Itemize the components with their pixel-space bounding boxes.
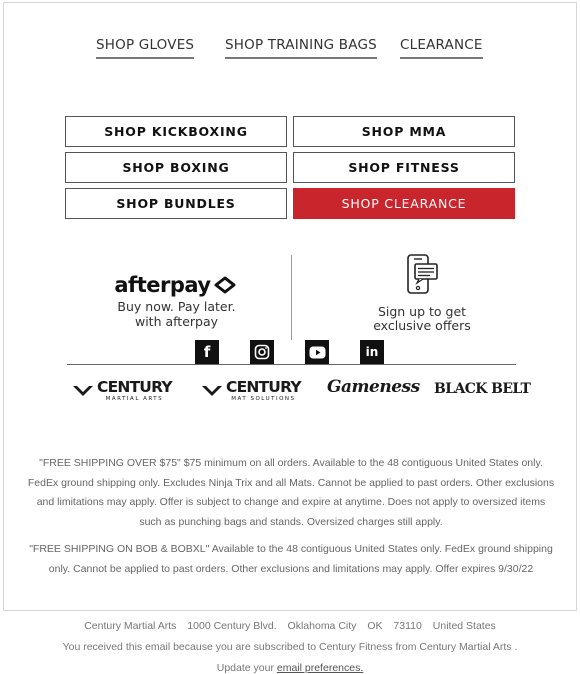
shop-fitness-button[interactable]: SHOP FITNESS (293, 152, 515, 183)
gameness-logo[interactable]: Gameness (327, 377, 420, 397)
century-martial-arts-logo[interactable]: CENTURY MARTIAL ARTS (72, 380, 172, 402)
afterpay-logo-text: afterpay (114, 273, 211, 297)
signup-line-2: exclusive offers (373, 318, 471, 333)
signup-line-1: Sign up to get (377, 304, 467, 319)
category-button-grid (65, 116, 517, 219)
clearance-link[interactable]: CLEARANCE (400, 37, 483, 59)
footer-address (0, 620, 580, 632)
afterpay-arrows-icon (213, 275, 239, 295)
black-belt-logo[interactable]: BLACK BELT (434, 381, 531, 397)
shop-boxing-button[interactable]: SHOP BOXING (65, 152, 287, 183)
footer-update-preferences (0, 662, 580, 674)
footer-country: United States (432, 620, 496, 632)
facebook-icon[interactable]: f (195, 340, 219, 364)
afterpay-promo[interactable] (64, 273, 289, 329)
promo-divider (291, 255, 292, 340)
instagram-icon[interactable] (250, 340, 274, 364)
footer-state: OK (367, 620, 383, 632)
afterpay-line-1: Buy now. Pay later. (117, 299, 236, 314)
youtube-icon[interactable] (305, 340, 329, 364)
free-shipping-bob-disclaimer: "FREE SHIPPING ON BOB & BOBXL" Available to the 48 contiguous United States only. FedEx ground shipping only. Cannot be applied to past orders. Other exclusions and limitations may apply. Offer expires 9/30/22 (29, 543, 553, 575)
shop-bundles-button[interactable]: SHOP BUNDLES (65, 188, 287, 219)
century-mat-solutions-logo[interactable]: CENTURY MAT SOLUTIONS (201, 380, 301, 402)
shop-training-bags-link[interactable]: SHOP TRAINING BAGS (225, 37, 377, 59)
signup-promo[interactable] (322, 253, 522, 333)
shop-gloves-link[interactable]: SHOP GLOVES (96, 37, 194, 59)
footer-company: Century Martial Arts (84, 620, 177, 632)
phone-message-icon (404, 253, 440, 297)
shop-clearance-button[interactable]: SHOP CLEARANCE (293, 188, 515, 219)
shop-kickboxing-button[interactable]: SHOP KICKBOXING (65, 116, 287, 147)
footer-city: Oklahoma City (287, 620, 357, 632)
afterpay-line-2: with afterpay (134, 314, 219, 329)
afterpay-logo (114, 273, 238, 297)
century-chevron-icon (201, 384, 223, 398)
footer-subscription-note: You received this email because you are subscribed to Century Fitness from Century Martial Arts . (62, 641, 518, 653)
free-shipping-75-disclaimer: "FREE SHIPPING OVER $75" $75 minimum on all orders. Available to the 48 contiguous United States only. FedEx ground shipping only. Excludes Ninja Trix and all Mats. Cannot be applied to past orders. Other exclusions and limitations may apply. Offer is subject to change and expire at anytime. Does not apply to oversized items such as punching bags and stands. Oversized charges still apply. (27, 457, 555, 528)
linkedin-icon[interactable]: in (360, 340, 384, 364)
footer-street: 1000 Century Blvd. (187, 620, 277, 632)
footer-update-prefix: Update your (216, 662, 274, 674)
email-body (3, 2, 577, 611)
social-divider (67, 364, 516, 365)
email-preferences-link[interactable]: email preferences. (276, 662, 364, 674)
footer-zip: 73110 (393, 620, 422, 632)
shop-mma-button[interactable]: SHOP MMA (293, 116, 515, 147)
century-chevron-icon (72, 384, 94, 398)
